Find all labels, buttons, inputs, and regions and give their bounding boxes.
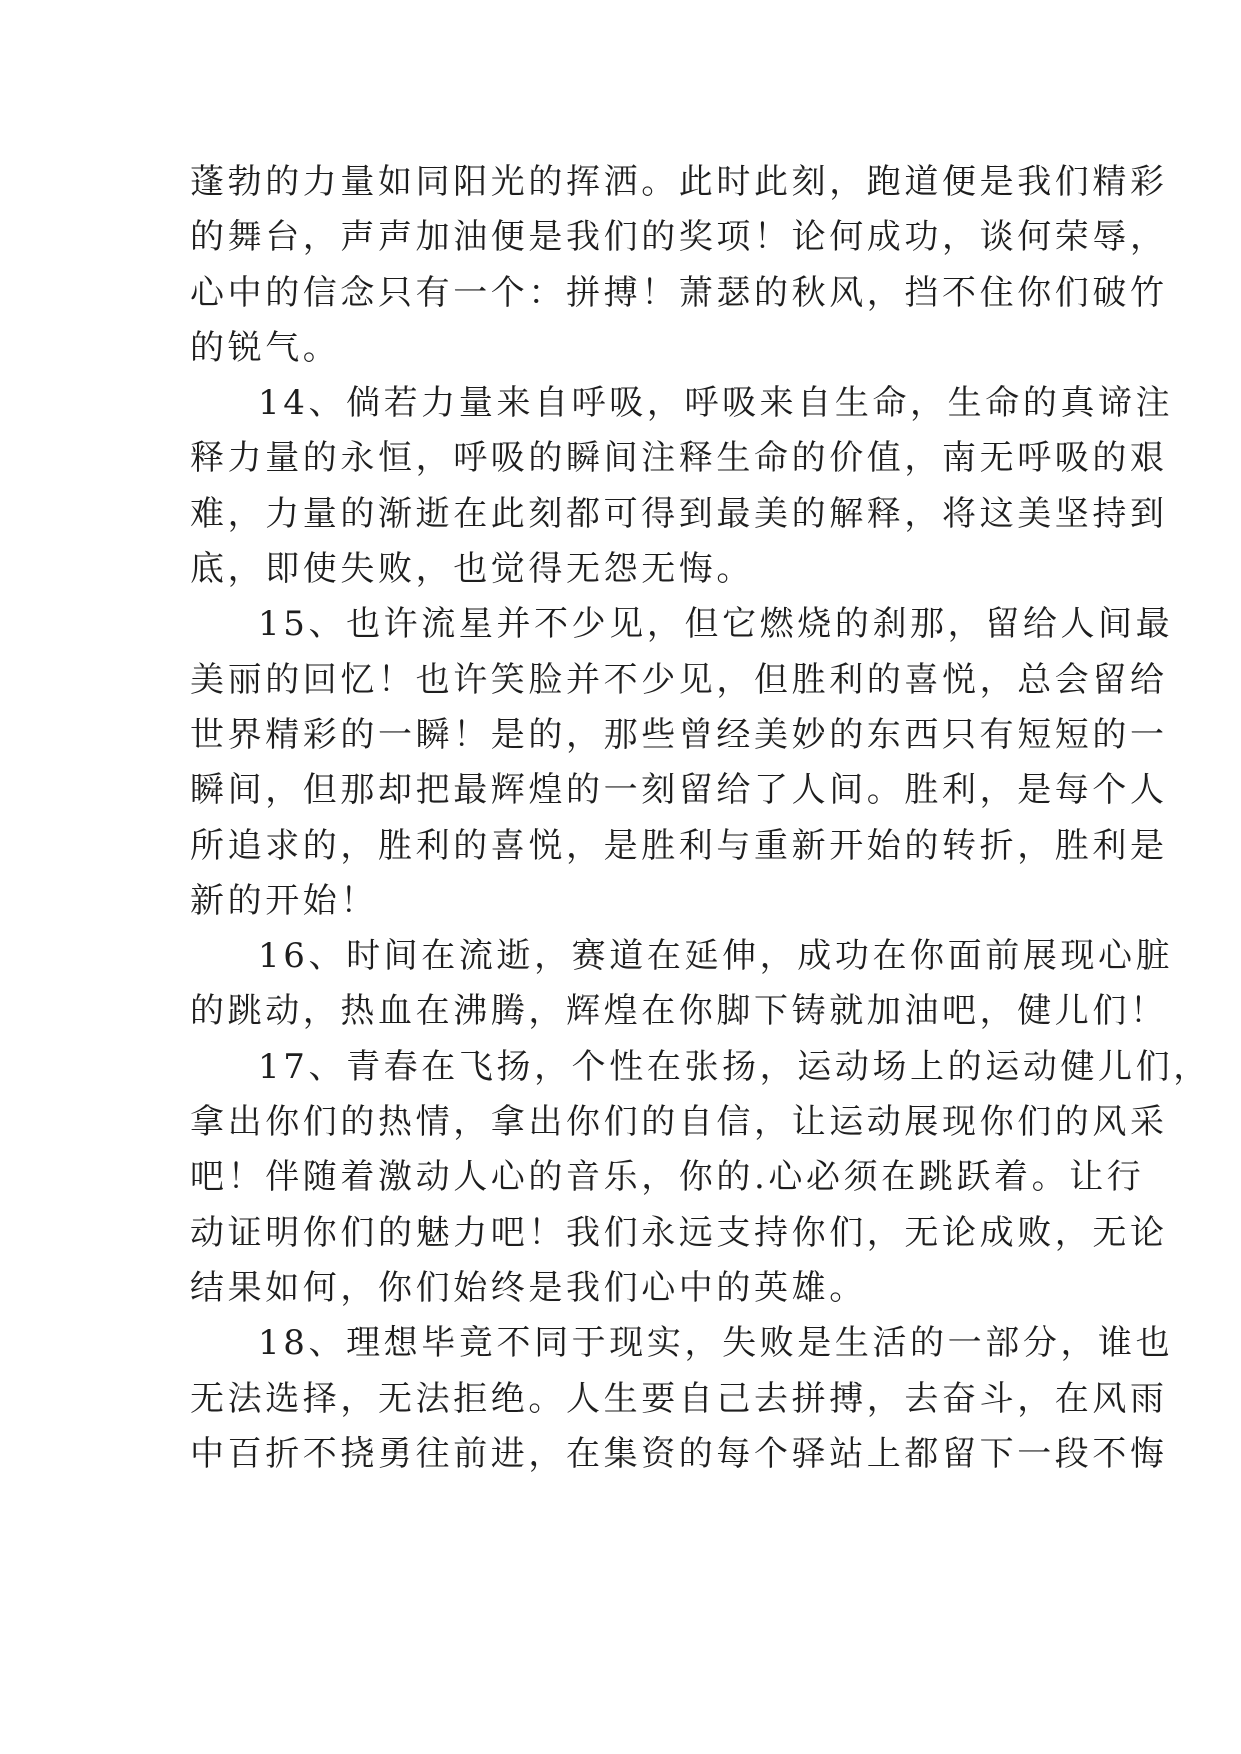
text-line: 无法选择，无法拒绝。人生要自己去拼搏，去奋斗，在风雨 bbox=[190, 1378, 1168, 1419]
paragraph-15 bbox=[190, 597, 1174, 929]
text-line: 中百折不挠勇往前进，在集资的每个驿站上都留下一段不悔 bbox=[190, 1433, 1168, 1474]
text-line: 蓬勃的力量如同阳光的挥洒。此时此刻，跑道便是我们精彩 bbox=[190, 162, 1168, 202]
paragraph-14 bbox=[190, 376, 1174, 597]
text-line: 所追求的，胜利的喜悦，是胜利与重新开始的转折，胜利是 bbox=[190, 825, 1168, 866]
text-line: 难，力量的渐逝在此刻都可得到最美的解释，将这美坚持到 bbox=[190, 493, 1168, 534]
text-line: 世界精彩的一瞬！是的，那些曾经美妙的东西只有短短的一 bbox=[190, 714, 1168, 755]
text-line: 吧！伴随着激动人心的音乐，你的.心必须在跳跃着。让行 bbox=[190, 1157, 1145, 1198]
paragraph-16 bbox=[190, 929, 1174, 1040]
text-line: 释力量的永恒，呼吸的瞬间注释生命的价值，南无呼吸的艰 bbox=[190, 438, 1168, 479]
text-line: 的锐气。 bbox=[190, 327, 341, 368]
text-line: 心中的信念只有一个：拼搏！萧瑟的秋风，挡不住你们破竹 bbox=[190, 272, 1168, 313]
paragraph-17 bbox=[190, 1040, 1211, 1316]
text-line: 底，即使失败，也觉得无怨无悔。 bbox=[190, 549, 754, 590]
text-line: 16、时间在流逝，赛道在延伸，成功在你面前展现心脏 bbox=[258, 936, 1174, 977]
paragraph-18 bbox=[190, 1316, 1174, 1482]
text-line: 动证明你们的魅力吧！我们永远支持你们，无论成败，无论 bbox=[190, 1212, 1168, 1253]
text-line: 15、也许流星并不少见，但它燃烧的刹那，留给人间最 bbox=[258, 604, 1174, 645]
text-line: 18、理想毕竟不同于现实，失败是生活的一部分，谁也 bbox=[258, 1323, 1174, 1364]
text-line: 拿出你们的热情，拿出你们的自信，让运动展现你们的风采 bbox=[190, 1102, 1168, 1143]
text-line: 瞬间，但那却把最辉煌的一刻留给了人间。胜利，是每个人 bbox=[190, 770, 1168, 811]
text-line: 结果如何，你们始终是我们心中的英雄。 bbox=[190, 1267, 867, 1308]
text-line: 17、青春在飞扬，个性在张扬，运动场上的运动健儿们， bbox=[258, 1046, 1211, 1087]
text-line: 新的开始！ bbox=[190, 880, 378, 921]
paragraph-13-continued bbox=[190, 155, 1168, 376]
text-line: 的舞台，声声加油便是我们的奖项！论何成功，谈何荣辱， bbox=[190, 217, 1168, 258]
text-line: 美丽的回忆！也许笑脸并不少见，但胜利的喜悦，总会留给 bbox=[190, 659, 1168, 700]
document-body bbox=[190, 155, 1211, 1482]
text-line: 的跳动，热血在沸腾，辉煌在你脚下铸就加油吧，健儿们！ bbox=[190, 991, 1168, 1032]
text-line: 14、倘若力量来自呼吸，呼吸来自生命，生命的真谛注 bbox=[258, 383, 1174, 424]
